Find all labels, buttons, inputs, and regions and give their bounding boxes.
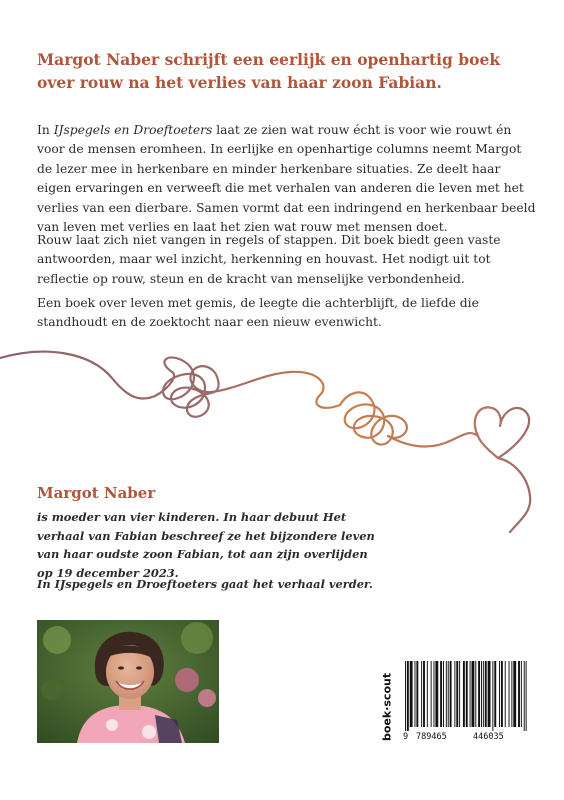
barcode-bar — [446, 661, 447, 727]
barcode-bar — [448, 661, 449, 727]
intro-paragraph — [37, 121, 537, 237]
barcode-bar — [423, 661, 425, 727]
barcode-bar — [499, 661, 500, 727]
barcode-bar — [466, 661, 468, 727]
publisher-logo-text: boek·scout — [380, 672, 394, 741]
barcode-bar — [435, 661, 438, 727]
barcode-bar — [513, 661, 516, 727]
thread-tail — [498, 458, 530, 532]
barcode-bars — [403, 661, 529, 731]
barcode-bar — [475, 661, 476, 727]
barcode-bar — [483, 661, 484, 727]
thread-knot-first — [163, 357, 219, 416]
barcode-bar — [478, 661, 480, 727]
thread-knot-second — [340, 392, 407, 444]
barcode-bar — [421, 661, 422, 727]
author-name: Margot Naber — [37, 484, 156, 502]
thread-strand-middle — [212, 372, 340, 408]
barcode-bar — [416, 661, 418, 727]
isbn-group-right: 446035 — [473, 732, 504, 742]
barcode-bar — [521, 661, 522, 727]
barcode-bar — [443, 661, 444, 727]
barcode-bar — [501, 661, 503, 727]
barcode-bar — [434, 661, 435, 727]
isbn-number — [403, 732, 529, 743]
bio-pre: is moeder van vier kinderen. In haar debuut — [37, 510, 323, 524]
barcode-bar — [488, 661, 491, 727]
barcode-bar — [405, 661, 406, 731]
barcode-bar — [481, 661, 482, 727]
author-bio — [37, 508, 377, 582]
barcode-bar — [427, 661, 428, 727]
barcode-bar — [415, 661, 416, 727]
barcode-bar — [454, 661, 455, 727]
barcode-bar — [456, 661, 458, 727]
barcode-bar — [505, 661, 506, 727]
barcode-bar — [485, 661, 487, 727]
barcode-bar — [494, 661, 496, 727]
isbn-barcode — [403, 661, 529, 743]
barcode-bar — [492, 661, 493, 731]
barcode-bar — [407, 661, 409, 731]
barcode-bar — [450, 661, 452, 727]
barcode-bar — [459, 661, 460, 727]
intro-post: laat ze zien wat rouw écht is voor wie rouwt én voor de mensen eromheen. In eerlijke en openhartige columns neemt Margot de lezer mee in herkenbare en minder herkenbare situaties. Ze deelt haar eigen ervaringen en verweeft die met verhalen van anderen die leven met het verlies van een dierbare. Samen vormt dat een indringend en herkenbaar beeld van leven met verlies en laat het zien wat rouw met mensen doet. — [37, 123, 536, 235]
barcode-bar — [463, 661, 465, 727]
isbn-group-left: 789465 — [416, 732, 447, 742]
author-bio-continued: In IJspegels en Droeftoeters gaat het verhaal verder. — [37, 577, 373, 591]
barcode-bar — [518, 661, 520, 727]
author-photo — [37, 620, 219, 743]
barcode-bar — [440, 661, 442, 727]
back-cover-heading: Margot Naber schrijft een eerlijk en openhartig boek over rouw na het verlies van haar zoon Fabian. — [37, 50, 501, 92]
barcode-bar — [511, 661, 512, 727]
barcode-bar — [431, 661, 432, 727]
publisher-logo — [378, 661, 394, 743]
isbn-first-digit: 9 — [403, 732, 409, 742]
author-portrait-illustration — [37, 620, 219, 743]
barcode-bar — [470, 661, 471, 727]
thread-strand-left — [0, 352, 174, 399]
barcode-bar — [472, 661, 475, 727]
barcode-bar — [410, 661, 413, 727]
debut-title: Het verhaal van Fabian — [37, 510, 347, 543]
book-title-inline: IJspegels en Droeftoeters — [53, 123, 213, 137]
barcode-bar — [524, 661, 525, 731]
second-paragraph: Rouw laat zich niet vangen in regels of stappen. Dit boek biedt geen vaste antwoorden, maar wel inzicht, herkenning en houvast. Het nodigt uit tot reflectie op rouw, steun en de kracht van menselijke verbondenheid. — [37, 233, 501, 286]
barcode-bar — [526, 661, 527, 731]
bio-post: beschreef ze het bijzondere leven van haar oudste zoon Fabian, tot aan zijn overlijden op 19 december 2023. — [37, 528, 375, 580]
thread-heart — [475, 407, 529, 458]
barcode-bar — [509, 661, 510, 727]
third-paragraph: Een boek over leven met gemis, de leegte die achterblijft, de liefde die standhoudt en de zoektocht naar een nieuw evenwicht. — [37, 296, 479, 330]
intro-pre: In — [37, 123, 54, 137]
